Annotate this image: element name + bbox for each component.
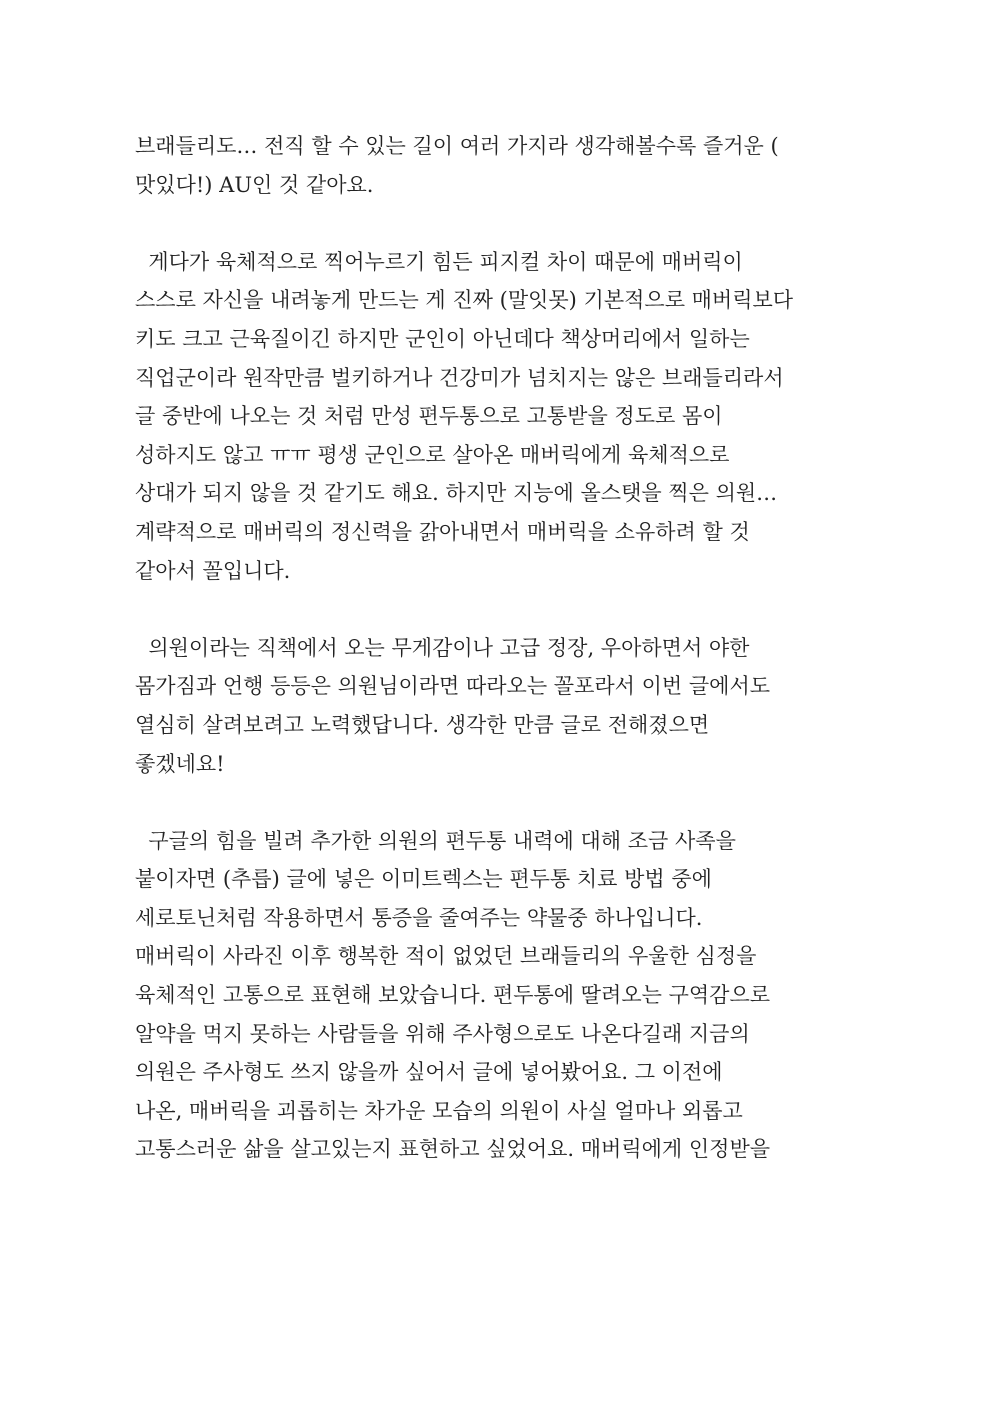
paragraph-gap (135, 204, 835, 243)
text-line: 같아서 꼴입니다. (135, 558, 291, 583)
text-line: 열심히 살려보려고 노력했답니다. 생각한 만큼 글로 전해졌으면 (135, 712, 710, 737)
text-line: 스스로 자신을 내려놓게 만드는 게 진짜 (말잇못) 기본적으로 매버릭보다 (135, 288, 794, 313)
document-body (135, 127, 835, 1169)
text-line: 의원이라는 직책에서 오는 무게감이나 고급 정장, 우아하면서 야한 (135, 635, 750, 660)
text-line: 몸가짐과 언행 등등은 의원님이라면 따라오는 꼴포라서 이번 글에서도 (135, 674, 771, 699)
text-line: 직업군이라 원작만큼 벌키하거나 건강미가 넘치지는 않은 브래들리라서 (135, 365, 784, 390)
text-line: 고통스러운 삶을 살고있는지 표현하고 싶었어요. 매버릭에게 인정받을 (135, 1137, 771, 1162)
text-line: 알약을 먹지 못하는 사람들을 위해 주사형으로도 나온다길래 지금의 (135, 1021, 750, 1046)
text-line: 나온, 매버릭을 괴롭히는 차가운 모습의 의원이 사실 얼마나 외롭고 (135, 1098, 743, 1123)
text-line: 브래들리도… 전직 할 수 있는 길이 여러 가지라 생각해볼수록 즐거운 ( (135, 134, 779, 158)
text-line: 구글의 힘을 빌려 추가한 의원의 편두통 내력에 대해 조금 사족을 (135, 828, 736, 853)
paragraph-4 (135, 822, 835, 1169)
text-line: 상대가 되지 않을 것 같기도 해요. 하지만 지능에 올스탯을 찍은 의원… (135, 481, 778, 506)
text-line: 붙이자면 (추릅) 글에 넣은 이미트렉스는 편두통 치료 방법 중에 (135, 867, 712, 892)
paragraph-gap (135, 783, 835, 822)
text-line: 육체적인 고통으로 표현해 보았습니다. 편두통에 딸려오는 구역감으로 (135, 983, 771, 1008)
paragraph-2 (135, 243, 835, 590)
text-line: 세로토닌처럼 작용하면서 통증을 줄여주는 약물중 하나입니다. (135, 905, 703, 930)
text-line: 게다가 육체적으로 찍어누르기 힘든 피지컬 차이 때문에 매버릭이 (135, 249, 743, 274)
text-line: 맛있다!) AU인 것 같아요. (135, 172, 374, 197)
paragraph-1 (135, 127, 835, 204)
text-line: 성하지도 않고 ㅠㅠ 평생 군인으로 살아온 매버릭에게 육체적으로 (135, 442, 730, 467)
text-line: 글 중반에 나오는 것 처럼 만성 편두통으로 고통받을 정도로 몸이 (135, 404, 723, 429)
paragraph-3 (135, 629, 835, 783)
paragraph-gap (135, 590, 835, 629)
text-line: 좋겠네요! (135, 751, 225, 776)
text-line: 계략적으로 매버릭의 정신력을 갉아내면서 매버릭을 소유하려 할 것 (135, 519, 750, 544)
text-line: 매버릭이 사라진 이후 행복한 적이 없었던 브래들리의 우울한 심정을 (135, 944, 757, 969)
text-line: 의원은 주사형도 쓰지 않을까 싶어서 글에 넣어봤어요. 그 이전에 (135, 1060, 723, 1085)
text-line: 키도 크고 근육질이긴 하지만 군인이 아닌데다 책상머리에서 일하는 (135, 326, 750, 351)
